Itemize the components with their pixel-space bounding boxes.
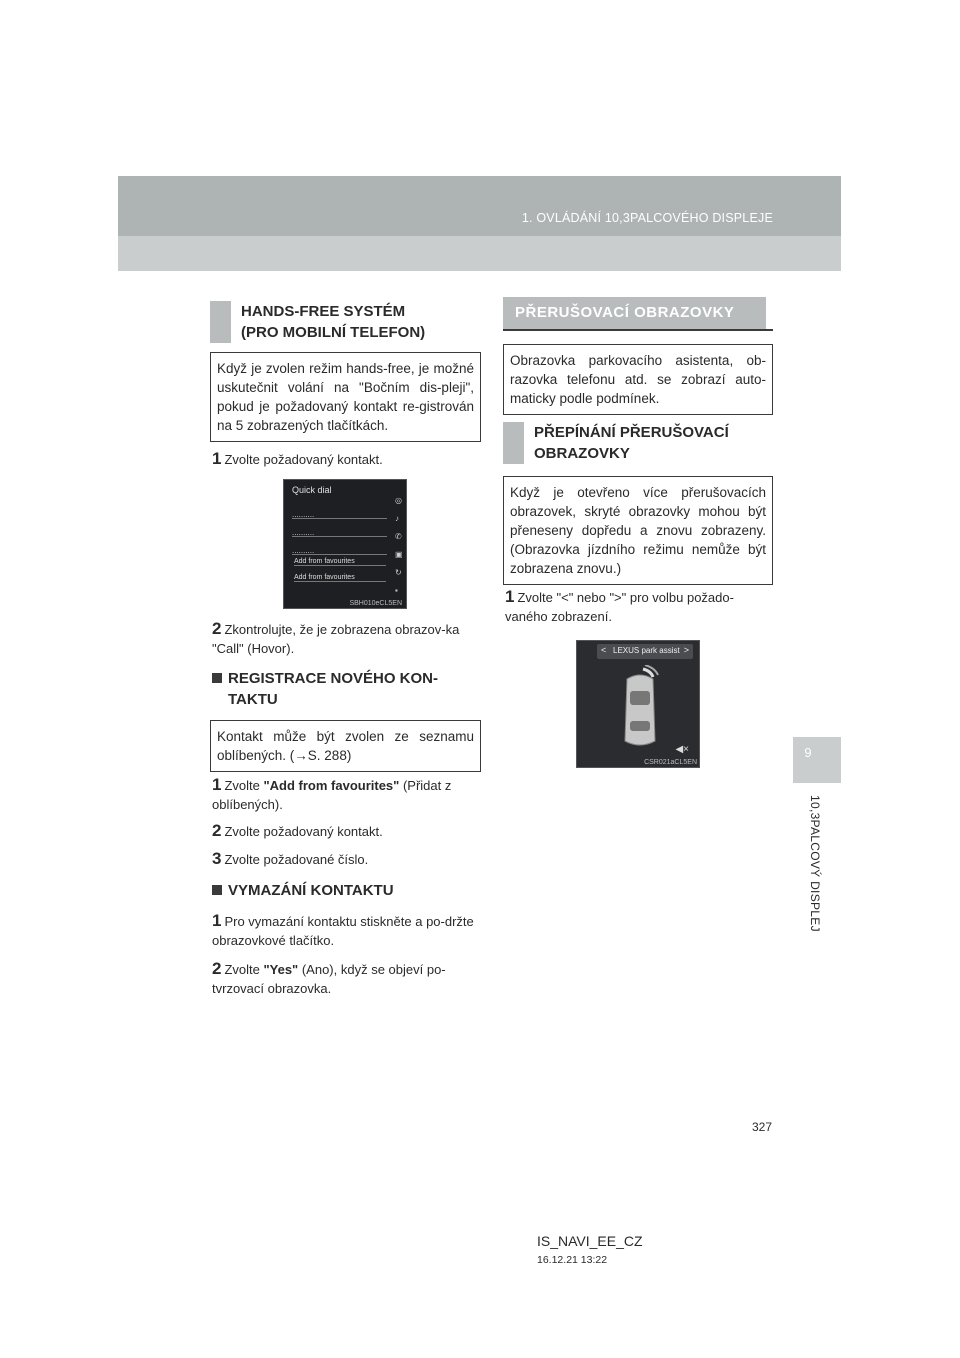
heading-text [534, 422, 729, 464]
subsection-register-contact: REGISTRACE NOVÉHO KON- TAKTU [212, 668, 482, 710]
park-assist-title: LEXUS park assist [613, 646, 680, 655]
bullet-square-icon [212, 673, 222, 683]
interrupt-intro-box: Obrazovka parkovacího asistenta, ob-razovka telefonu atd. se zobrazí auto-maticky podle podmínek. [503, 344, 773, 415]
image-code: CSR021aCL5EN [644, 759, 697, 766]
park-assist-screenshot [576, 640, 700, 768]
step-2-check-call: 2 Zkontrolujte, že je zobrazena obrazov-ka "Call" (Hovor). [212, 619, 460, 656]
del-step-2: 2 Zvolte "Yes" (Ano), když se objeví po-tvrzovací obrazovka. [212, 959, 446, 996]
heading-line-2: (PRO MOBILNÍ TELEFON) [241, 324, 426, 341]
heading-line-2: OBRAZOVKY [534, 445, 630, 462]
intro-box: Když je zvolen režim hands-free, je možné uskutečnit volání na "Bočním dis-pleji", pokud je požadovaný kontakt re-gistrován na 5 zobrazených tlačítkách. [210, 352, 481, 442]
quick-dial-row: .......... [292, 522, 387, 537]
quick-dial-row: .......... [292, 504, 387, 519]
header-strip [118, 176, 841, 236]
switch-step-1: 1 Zvolte "<" nebo ">" pro volbu požado-vaného zobrazení. [505, 587, 734, 624]
car-top-view-icon [615, 665, 665, 755]
mute-icon: ◀× [675, 744, 689, 755]
heading-underline [503, 329, 773, 331]
reg-step-2: 2 Zvolte požadovaný kontakt. [212, 821, 383, 840]
quick-dial-screenshot [283, 479, 407, 609]
footer-date: 16.12.21 13:22 [537, 1254, 608, 1266]
heading-text [241, 301, 425, 343]
favourites-note-box: Kontakt může být zvolen ze seznamu oblíbených. (→S. 288) [210, 720, 481, 772]
side-icon-column [395, 492, 403, 595]
section-heading-switch-interrupt [503, 422, 773, 462]
heading-square-icon [210, 301, 231, 343]
heading-line-1: HANDS-FREE SYSTÉM [241, 303, 406, 320]
footer-doc-code: IS_NAVI_EE_CZ [537, 1233, 643, 1249]
next-arrow-icon: > [683, 645, 689, 655]
image-code: SBH010eCL5EN [349, 600, 402, 607]
header-band [118, 176, 841, 271]
chapter-side-label: 10,3PALCOVÝ DISPLEJ [808, 795, 822, 932]
add-from-favourites-row: Add from favourites [294, 558, 386, 566]
park-assist-title-bar [597, 644, 693, 659]
subsection-delete-contact: VYMAZÁNÍ KONTAKTU [212, 880, 394, 901]
heading-line-1: PŘEPÍNÁNÍ PŘERUŠOVACÍ [534, 424, 729, 441]
reg-step-3: 3 Zvolte požadované číslo. [212, 849, 369, 868]
step-1-select-contact: 1 Zvolte požadovaný kontakt. [212, 449, 383, 468]
add-from-favourites-row: Add from favourites [294, 574, 386, 582]
heading-text: PŘERUŠOVACÍ OBRAZOVKY [515, 304, 735, 321]
quick-dial-row: .......... [292, 540, 387, 555]
chapter-tab [793, 737, 841, 783]
prev-arrow-icon: < [601, 645, 607, 655]
quick-dial-title: Quick dial [292, 485, 332, 495]
chapter-title: 1. OVLÁDÁNÍ 10,3PALCOVÉHO DISPLEJE [521, 211, 773, 225]
section-heading-interrupt-screens [503, 297, 766, 331]
del-step-1: 1 Pro vymazání kontaktu stiskněte a po-držte obrazovkové tlačítko. [212, 911, 474, 948]
section-heading-hands-free [210, 301, 480, 341]
bullet-square-icon [212, 885, 222, 895]
chapter-number: 9 [804, 745, 812, 760]
switch-note-box: Když je otevřeno více přerušovacích obrazovek, skryté obrazovky mohou být přeneseny dopředu a znovu zobrazeny. (Obrazovka jízdního režimu nemůže být zobrazena znovu.) [503, 476, 773, 585]
reg-step-1: 1 Zvolte "Add from favourites" (Přidat z oblíbených). [212, 775, 452, 812]
heading-square-icon [503, 422, 524, 464]
side-icons: ◎ ♪ ✆ ▣ ↻ ▪ [395, 496, 403, 595]
page-number: 327 [752, 1120, 773, 1134]
